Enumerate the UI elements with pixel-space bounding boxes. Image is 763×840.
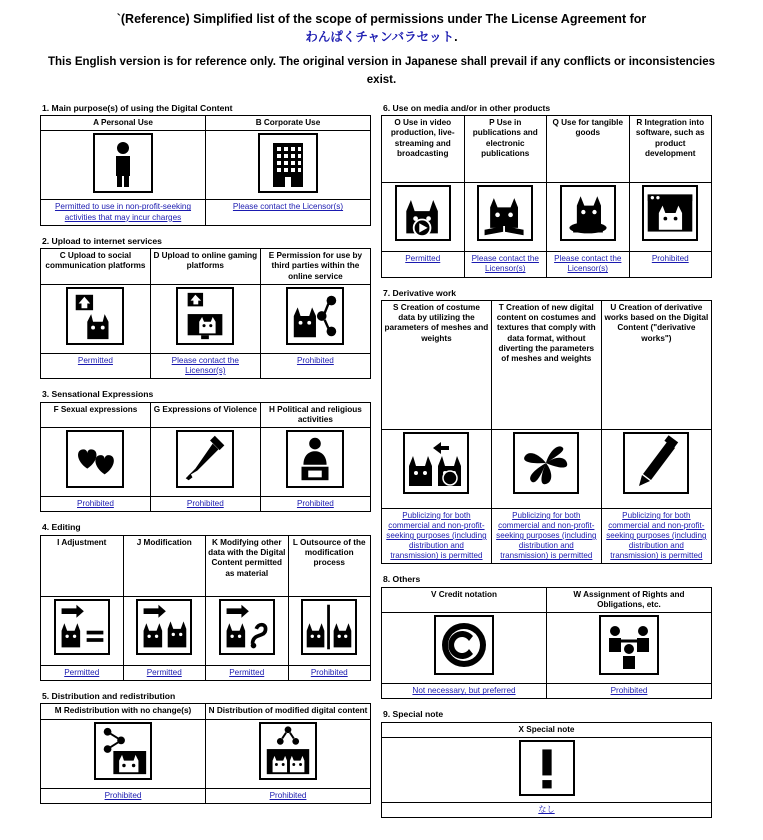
redistribute-cat-icon [94, 722, 152, 780]
section-media-products [381, 103, 712, 278]
table-row-status [41, 788, 371, 803]
software-window-cat-icon [642, 185, 698, 241]
section-title: 2. Upload to internet services [42, 235, 162, 246]
section-table [381, 587, 712, 700]
status-badge: なし [382, 803, 712, 818]
right-column [381, 103, 712, 829]
status-badge: Please contact the Licensor(s) [206, 200, 371, 226]
column-header: I Adjustment [41, 535, 124, 596]
table-row-icons [41, 131, 371, 200]
status-badge: Permitted [41, 353, 151, 379]
adjust-cat-icon [54, 599, 110, 655]
section-main-purpose [40, 103, 371, 226]
distribute-modified-cat-icon [259, 722, 317, 780]
knife-icon [176, 430, 234, 488]
table-row-icons [382, 183, 712, 252]
status-badge: Prohibited [629, 252, 712, 278]
section-title: 7. Derivative work [383, 287, 457, 298]
section-table [40, 535, 371, 681]
icon-cell [491, 429, 601, 508]
column-header: E Permission for use by third parties within the online service [260, 249, 370, 285]
copyright-icon [434, 615, 494, 675]
status-badge: Publicizing for both commercial and non-profit-seeking purposes (including distribution and transmission) is permitted [491, 508, 601, 564]
column-header: O Use in video production, live-streaming and broadcasting [382, 116, 465, 183]
share-cat-icon [286, 287, 344, 345]
upload-cat-icon [66, 287, 124, 345]
section-title: 4. Editing [42, 522, 81, 533]
status-badge: Publicizing for both commercial and non-profit-seeking purposes (including distribution and transmission) is permitted [382, 508, 492, 564]
table-row-icons [382, 429, 712, 508]
status-badge: Permitted [123, 665, 206, 680]
table-row-headers [382, 587, 712, 613]
table-row-icons [41, 596, 371, 665]
icon-cell [41, 719, 206, 788]
person-icon [93, 133, 153, 193]
title-japanese-product: わんぱくチャンバラセット [305, 30, 455, 45]
book-cat-icon [477, 185, 533, 241]
table-row-headers [41, 116, 371, 131]
status-badge: Prohibited [547, 684, 712, 699]
column-header: M Redistribution with no change(s) [41, 704, 206, 719]
status-badge: Not necessary, but preferred [382, 684, 547, 699]
building-icon [258, 133, 318, 193]
title-period: . [454, 30, 458, 45]
section-editing [40, 522, 371, 681]
section-table [40, 703, 371, 804]
figure-cat-icon [560, 185, 616, 241]
section-title: 3. Sensational Expressions [42, 389, 154, 400]
title-part-1: `(Reference) Simplified list of the scope of permissions under The License Agreement for [116, 12, 647, 26]
table-row-icons [41, 719, 371, 788]
column-header: T Creation of new digital content on costumes and textures that comply with data format, without diverting the parameters of meshes and weights [491, 300, 601, 429]
status-badge: Publicizing for both commercial and non-profit-seeking purposes (including distribution and transmission) is permitted [601, 508, 711, 564]
table-row-status [382, 803, 712, 818]
icon-cell [260, 428, 370, 497]
column-header: W Assignment of Rights and Obligations, etc. [547, 587, 712, 613]
table-row-icons [382, 613, 712, 684]
section-table [40, 115, 371, 226]
section-table [381, 722, 712, 819]
icon-cell [464, 183, 547, 252]
table-row-status [382, 684, 712, 699]
column-header: B Corporate Use [206, 116, 371, 131]
column-header: R Integration into software, such as product development [629, 116, 712, 183]
outsource-cat-icon [301, 599, 357, 655]
icon-cell [629, 183, 712, 252]
table-row-status [382, 508, 712, 564]
table-row-headers [382, 116, 712, 183]
status-badge: Prohibited [260, 497, 370, 512]
section-title: 9. Special note [383, 709, 444, 720]
status-badge: Permitted [206, 665, 289, 680]
section-title: 8. Others [383, 574, 421, 585]
section-title: 1. Main purpose(s) of using the Digital Content [42, 102, 233, 113]
table-row-icons [41, 428, 371, 497]
status-badge: Prohibited [150, 497, 260, 512]
table-row-status [41, 665, 371, 680]
status-badge: Permitted [382, 252, 465, 278]
icon-cell [206, 719, 371, 788]
status-badge: Please contact the Licensor(s) [464, 252, 547, 278]
icon-cell [123, 596, 206, 665]
podium-speaker-icon [286, 430, 344, 488]
texture-pattern-icon [513, 432, 579, 494]
material-cat-icon [219, 599, 275, 655]
status-badge: Prohibited [41, 788, 206, 803]
icon-cell [547, 613, 712, 684]
column-header: P Use in publications and electronic publications [464, 116, 547, 183]
status-badge: Please contact the Licensor(s) [150, 353, 260, 379]
page-subtitle: This English version is for reference only. The original version in Japanese shall prevail if any conflicts or inconsistencies exist. [48, 56, 715, 86]
column-header: X Special note [382, 722, 712, 737]
table-row-headers [41, 249, 371, 285]
exclamation-icon [519, 740, 575, 796]
column-header: L Outsource of the modification process [288, 535, 371, 596]
icon-cell [41, 284, 151, 353]
section-table [40, 248, 371, 379]
section-sensational-expressions [40, 389, 371, 512]
icon-cell [150, 284, 260, 353]
table-row-icons [41, 284, 371, 353]
section-derivative-work [381, 288, 712, 565]
table-row-headers [41, 704, 371, 719]
status-badge: Permitted [41, 665, 124, 680]
left-column [40, 103, 371, 814]
column-header: G Expressions of Violence [150, 402, 260, 428]
section-distribution [40, 691, 371, 804]
column-header: F Sexual expressions [41, 402, 151, 428]
icon-cell [150, 428, 260, 497]
modify-cat-icon [136, 599, 192, 655]
icon-cell [382, 429, 492, 508]
document-header [0, 0, 763, 93]
section-title: 5. Distribution and redistribution [42, 691, 176, 701]
content-columns [0, 93, 763, 840]
status-badge: Prohibited [260, 353, 370, 379]
column-header: K Modifying other data with the Digital Content permitted as material [206, 535, 289, 596]
column-header: J Modification [123, 535, 206, 596]
hearts-icon [66, 430, 124, 488]
icon-cell [41, 428, 151, 497]
column-header: A Personal Use [41, 116, 206, 131]
section-special-note [381, 709, 712, 818]
status-badge: Please contact the Licensor(s) [547, 252, 630, 278]
column-header: Q Use for tangible goods [547, 116, 630, 183]
upload-monitor-cat-icon [176, 287, 234, 345]
status-badge: Prohibited [41, 497, 151, 512]
table-row-headers [41, 535, 371, 596]
table-row-status [41, 497, 371, 512]
column-header: S Creation of costume data by utilizing the parameters of meshes and weights [382, 300, 492, 429]
costume-cats-icon [403, 432, 469, 494]
video-play-cat-icon [395, 185, 451, 241]
column-header: C Upload to social communication platforms [41, 249, 151, 285]
table-row-status [41, 200, 371, 226]
column-header: U Creation of derivative works based on the Digital Content ("derivative works") [601, 300, 711, 429]
icon-cell [206, 131, 371, 200]
table-row-icons [382, 738, 712, 803]
column-header: V Credit notation [382, 587, 547, 613]
group-people-icon [599, 615, 659, 675]
status-badge: Permitted to use in non-profit-seeking activities that may incur charges [41, 200, 206, 226]
icon-cell [601, 429, 711, 508]
icon-cell [41, 596, 124, 665]
column-header: N Distribution of modified digital content [206, 704, 371, 719]
table-row-headers [382, 722, 712, 737]
icon-cell [547, 183, 630, 252]
icon-cell [382, 738, 712, 803]
status-badge: Prohibited [206, 788, 371, 803]
section-others [381, 574, 712, 699]
icon-cell [382, 183, 465, 252]
icon-cell [260, 284, 370, 353]
page-title [40, 10, 723, 46]
table-row-status [41, 353, 371, 379]
icon-cell [41, 131, 206, 200]
status-badge: Prohibited [288, 665, 371, 680]
section-table [381, 115, 712, 278]
section-table [40, 402, 371, 513]
table-row-headers [41, 402, 371, 428]
section-table [381, 300, 712, 565]
pen-brush-icon [623, 432, 689, 494]
icon-cell [206, 596, 289, 665]
table-row-status [382, 252, 712, 278]
section-title: 6. Use on media and/or in other products [383, 102, 551, 113]
icon-cell [288, 596, 371, 665]
section-upload-internet [40, 236, 371, 380]
column-header: D Upload to online gaming platforms [150, 249, 260, 285]
icon-cell [382, 613, 547, 684]
column-header: H Political and religious activities [260, 402, 370, 428]
table-row-headers [382, 300, 712, 429]
